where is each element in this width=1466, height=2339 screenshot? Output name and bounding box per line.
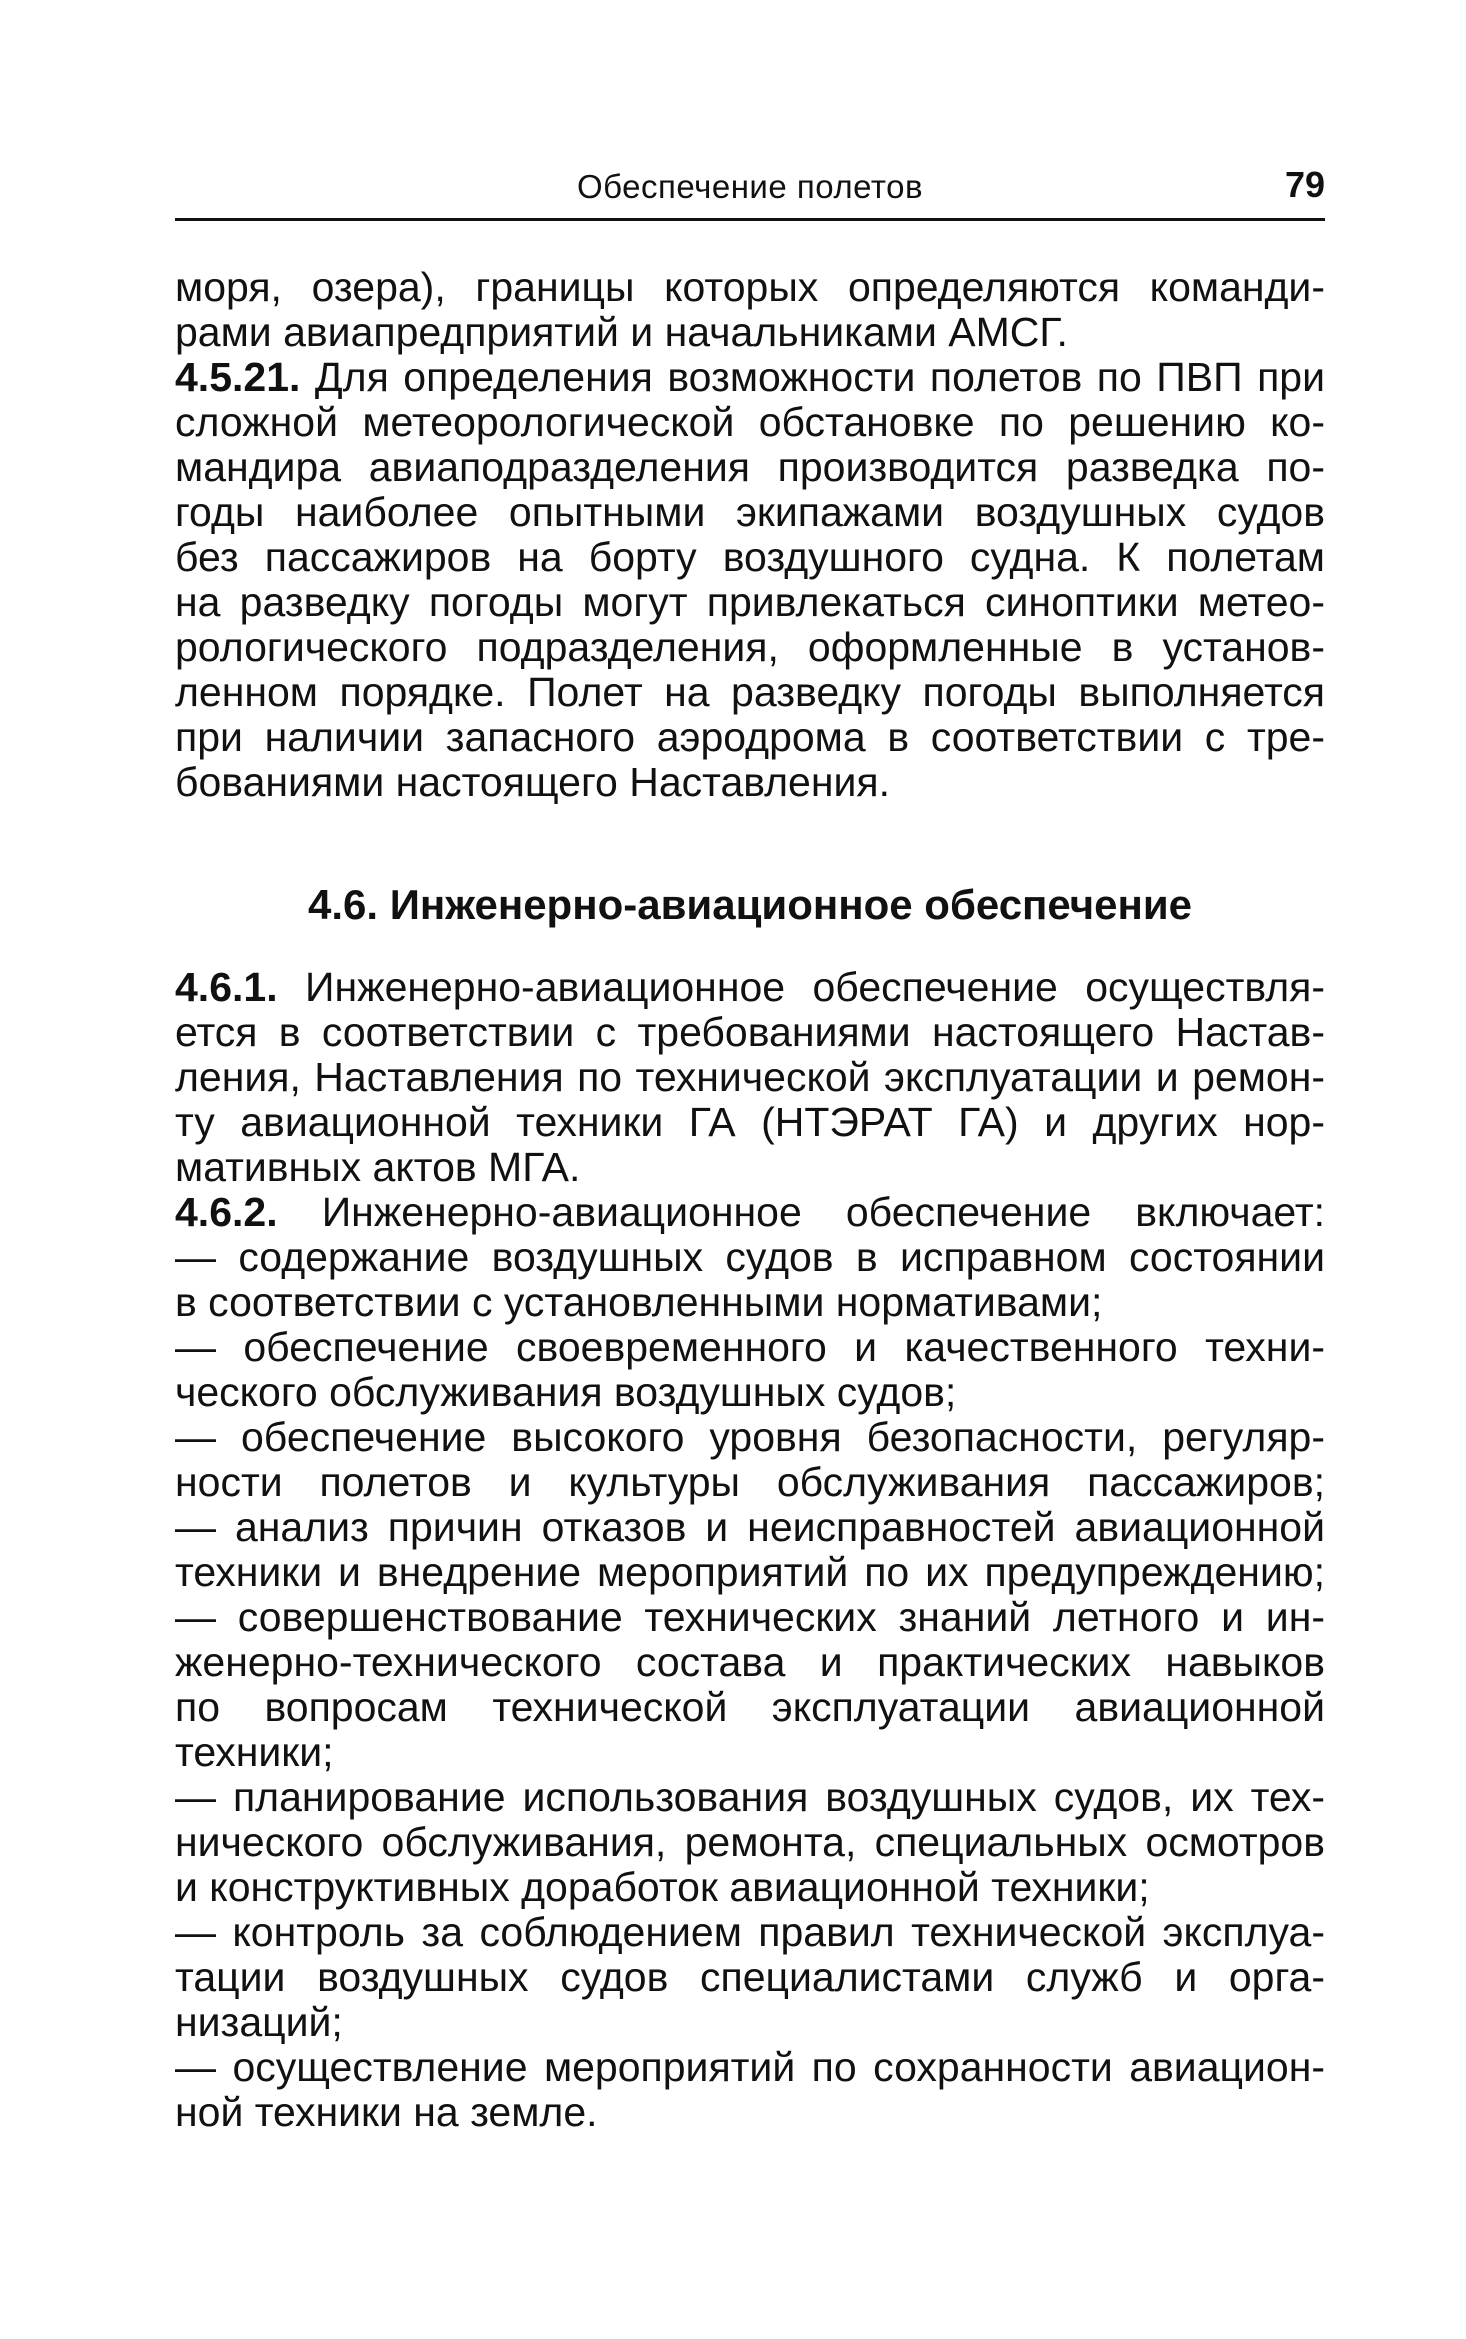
text-line: ту авиационной техники ГА (НТЭРАТ ГА) и других нор-	[175, 1099, 1325, 1145]
running-head	[175, 160, 1325, 220]
text-line: ления, Наставления по технической эксплуатации и ремон-	[175, 1054, 1325, 1100]
list-item	[175, 1775, 1325, 1910]
text-line: тации воздушных судов специалистами служб и орга-	[175, 1954, 1325, 2000]
text-line: и конструктивных доработок авиационной техники;	[175, 1864, 1150, 1910]
spacer	[175, 805, 1325, 880]
text-line: — осуществление мероприятий по сохранности авиацион-	[175, 2044, 1325, 2090]
list-item	[175, 2045, 1325, 2135]
text-line: — обеспечение высокого уровня безопасности, регуляр-	[175, 1414, 1325, 1460]
text-line: мандира авиаподразделения производится разведка по-	[175, 444, 1325, 490]
text-line-content: Инженерно-авиационное обеспечение включает:	[277, 1189, 1325, 1235]
list-item	[175, 1595, 1325, 1775]
paragraph-4-6-1	[175, 965, 1325, 1190]
text-line-content: Инженерно-авиационное обеспечение осуществля-	[277, 964, 1325, 1010]
text-line: в соответствии с установленными нормативами;	[175, 1279, 1103, 1325]
list-item	[175, 1910, 1325, 2045]
header-rule	[175, 218, 1325, 221]
list-item	[175, 1415, 1325, 1505]
section-heading: 4.6. Инженерно-авиационное обеспечение	[307, 881, 1193, 928]
text-line: ется в соответствии с требованиями настоящего Настав-	[175, 1009, 1325, 1055]
paragraph-4-5-21	[175, 355, 1325, 805]
text-line: на разведку погоды могут привлекаться синоптики метео-	[175, 579, 1325, 625]
list-item	[175, 1325, 1325, 1415]
paragraph-4-6-2	[175, 1190, 1325, 2135]
text-line	[175, 965, 1325, 1010]
text-line: — анализ причин отказов и неисправностей авиационной	[175, 1504, 1325, 1550]
text-line: техники;	[175, 1729, 334, 1775]
text-line: ческого обслуживания воздушных судов;	[175, 1369, 957, 1415]
list-item	[175, 1505, 1325, 1595]
text-line: — содержание воздушных судов в исправном состоянии	[175, 1234, 1325, 1280]
paragraph-number: 4.6.2.	[175, 1189, 278, 1235]
text-line: — контроль за соблюдением правил технической эксплуа-	[175, 1909, 1325, 1955]
text-line: рами авиапредприятий и начальниками АМСГ.	[175, 309, 1068, 355]
text-line: по вопросам технической эксплуатации авиационной	[175, 1684, 1325, 1730]
text-line-content: Для определения возможности полетов по ПВП при	[300, 354, 1325, 400]
text-line: моря, озера), границы которых определяются команди-	[175, 264, 1325, 310]
text-line: техники и внедрение мероприятий по их предупреждению;	[175, 1549, 1325, 1595]
text-line: при наличии запасного аэродрома в соответствии с тре-	[175, 714, 1325, 760]
text-line: бованиями настоящего Наставления.	[175, 759, 890, 805]
text-line: женерно-технического состава и практических навыков	[175, 1639, 1325, 1685]
text-line: рологического подразделения, оформленные в установ-	[175, 624, 1325, 670]
paragraph-number: 4.6.1.	[175, 964, 278, 1010]
list-item	[175, 1235, 1325, 1325]
text-line: нического обслуживания, ремонта, специальных осмотров	[175, 1819, 1325, 1865]
continuation-paragraph	[175, 265, 1325, 355]
paragraph-number: 4.5.21.	[175, 354, 301, 400]
text-line: — планирование использования воздушных судов, их тех-	[175, 1774, 1325, 1820]
text-line: ленном порядке. Полет на разведку погоды выполняется	[175, 669, 1325, 715]
page-number: 79	[1284, 164, 1325, 205]
text-line: — обеспечение своевременного и качественного техни-	[175, 1324, 1325, 1370]
text-line: сложной метеорологической обстановке по решению ко-	[175, 399, 1325, 445]
running-head-title: Обеспечение полетов	[576, 168, 924, 205]
text-line: ности полетов и культуры обслуживания пассажиров;	[175, 1459, 1325, 1505]
text-line: мативных актов МГА.	[175, 1144, 581, 1190]
text-line	[175, 355, 1325, 400]
text-line: ной техники на земле.	[175, 2089, 598, 2135]
text-line	[175, 1190, 1325, 1235]
text-line: низаций;	[175, 1999, 343, 2045]
text-line: без пассажиров на борту воздушного судна. К полетам	[175, 534, 1325, 580]
text-line: годы наиболее опытными экипажами воздушных судов	[175, 489, 1325, 535]
text-line: — совершенствование технических знаний летного и ин-	[175, 1594, 1325, 1640]
body-text	[175, 265, 1325, 2135]
